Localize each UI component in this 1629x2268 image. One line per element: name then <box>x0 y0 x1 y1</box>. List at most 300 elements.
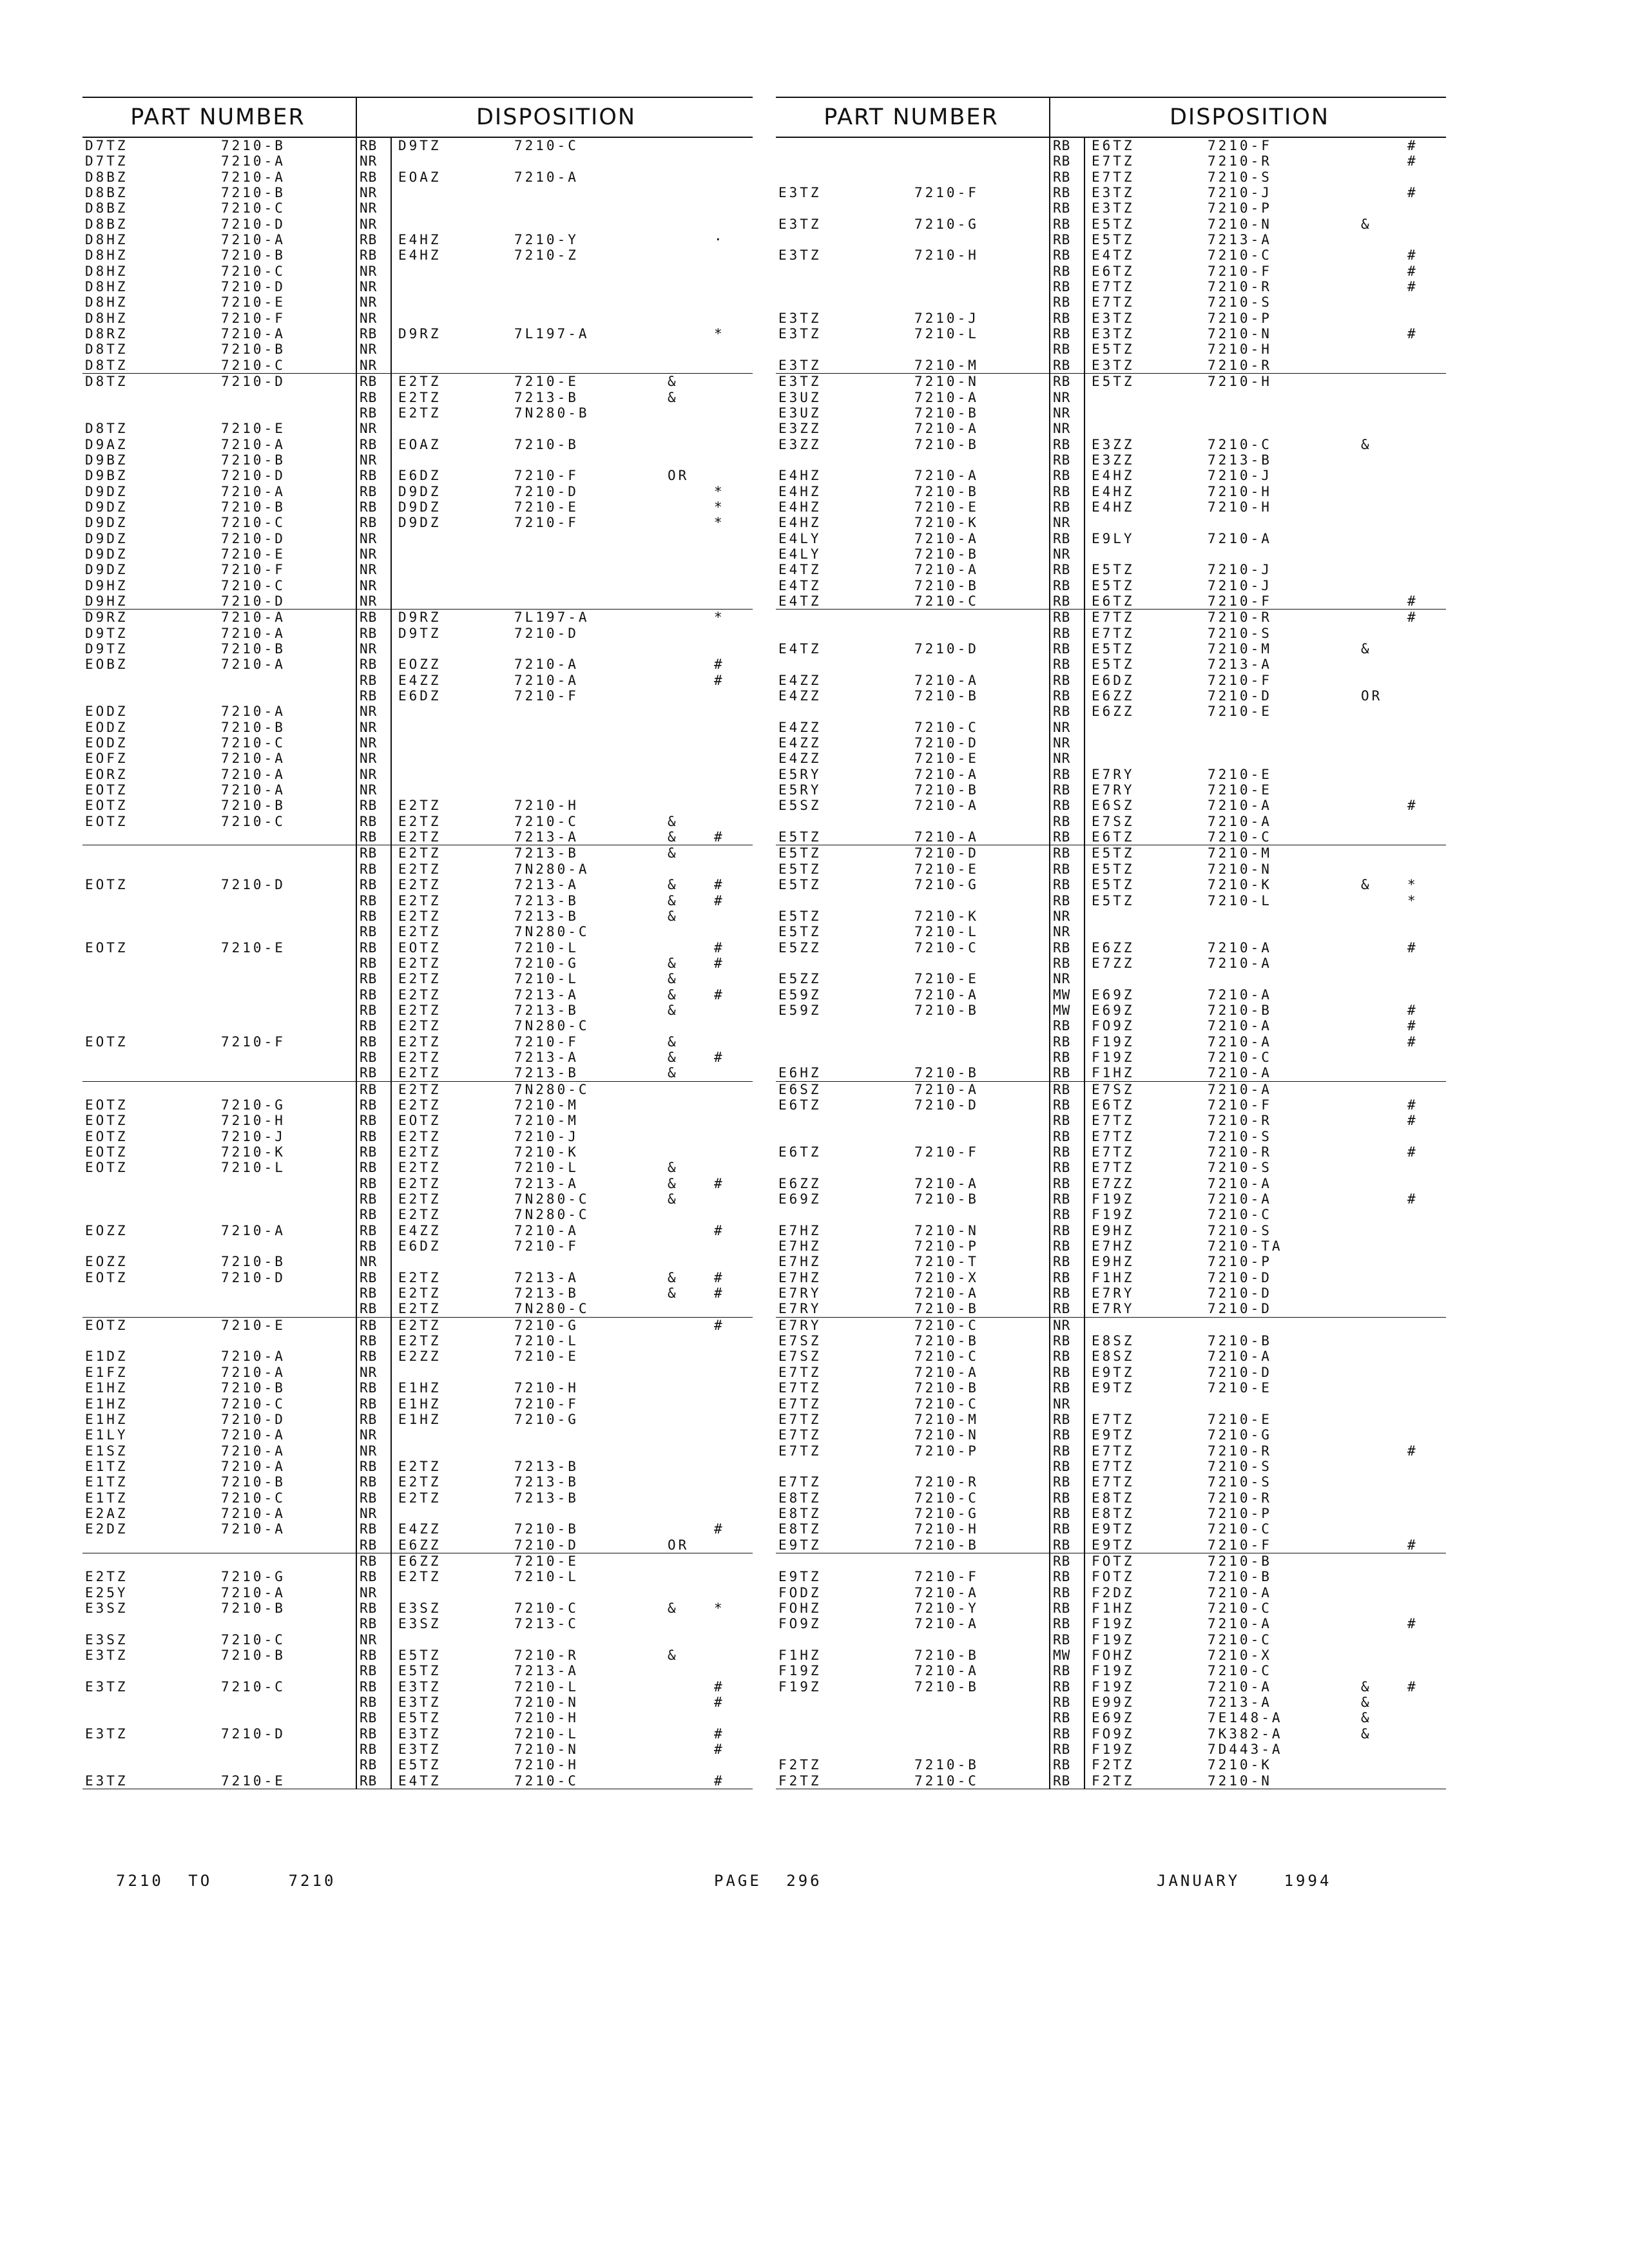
replacement-prefix: F1HZ <box>1092 1600 1135 1616</box>
flag-mark: # <box>1407 138 1418 153</box>
replacement-prefix: E7TZ <box>1092 153 1135 169</box>
part-suffix: 7210-K <box>221 1144 285 1160</box>
table-row <box>776 1773 1446 1789</box>
replacement-prefix: FOTZ <box>1092 1569 1135 1585</box>
replacement-prefix: E3TZ <box>398 1725 441 1742</box>
condition-note: & <box>668 1191 679 1207</box>
disposition-code: RB <box>1053 326 1071 342</box>
flag-mark: # <box>1407 1678 1418 1695</box>
disposition-code: RB <box>1053 1411 1071 1427</box>
table-row <box>776 1380 1446 1396</box>
part-prefix: E1LY <box>85 1427 128 1443</box>
disposition-code: RB <box>360 1269 378 1285</box>
disposition-code: RB <box>360 1144 378 1160</box>
table-row <box>82 1003 753 1018</box>
replacement-suffix: 7210-F <box>514 468 579 484</box>
replacement-suffix: 7213-A <box>1208 232 1272 248</box>
part-prefix: EOTZ <box>85 1317 128 1333</box>
table-row <box>776 578 1446 593</box>
disposition-code: RB <box>1053 813 1071 829</box>
replacement-suffix: 7210-B <box>514 436 579 452</box>
replacement-suffix: 7210-K <box>514 1144 579 1160</box>
footer-date <box>1157 1872 1331 1890</box>
table-row <box>776 1365 1446 1380</box>
replacement-suffix: 7210-A <box>1208 1033 1272 1050</box>
disposition-code: RB <box>1053 216 1071 232</box>
part-suffix: 7210-B <box>221 1600 285 1616</box>
table-row <box>776 1710 1446 1725</box>
replacement-suffix: 7210-F <box>1208 1537 1272 1553</box>
condition-note: & <box>668 1002 679 1018</box>
disposition-code: RB <box>1053 892 1071 908</box>
table-row <box>776 1474 1446 1490</box>
replacement-suffix: 7210-J <box>1208 468 1272 484</box>
disposition-code: RB <box>360 436 378 452</box>
table-row <box>82 1600 753 1616</box>
flag-mark: # <box>714 1521 725 1537</box>
part-suffix: 7210-A <box>914 421 979 437</box>
table-row <box>776 1427 1446 1443</box>
replacement-prefix: E2TZ <box>398 1285 441 1302</box>
part-prefix: E3TZ <box>778 247 822 264</box>
part-prefix: E2TZ <box>85 1569 128 1585</box>
table-row <box>776 1537 1446 1553</box>
replacement-suffix: 7210-C <box>1208 829 1272 845</box>
replacement-prefix: E2TZ <box>398 924 441 940</box>
replacement-suffix: 7210-M <box>1208 845 1272 861</box>
replacement-suffix: 7210-F <box>1208 263 1272 279</box>
disposition-code: RB <box>1053 1097 1071 1113</box>
replacement-prefix: E9LY <box>1092 530 1135 546</box>
replacement-prefix: E2TZ <box>398 1333 441 1349</box>
replacement-suffix: 7210-S <box>1208 1222 1272 1238</box>
condition-note: & <box>1361 216 1372 232</box>
part-suffix: 7210-C <box>914 1490 979 1506</box>
disposition-code: RB <box>360 955 378 971</box>
disposition-code: RB <box>360 845 378 861</box>
replacement-prefix: E5TZ <box>1092 577 1135 593</box>
table-row <box>82 1065 753 1081</box>
part-prefix: D7TZ <box>85 138 128 153</box>
table-row <box>82 1427 753 1443</box>
disposition-code: RB <box>360 1396 378 1412</box>
disposition-code: RB <box>1053 1191 1071 1207</box>
part-suffix: 7210-B <box>221 185 285 201</box>
replacement-suffix: 7210-G <box>1208 1427 1272 1443</box>
replacement-prefix: E7RY <box>1092 1285 1135 1302</box>
flag-mark: # <box>714 939 725 956</box>
flag-mark: # <box>714 877 725 893</box>
disposition-code: NR <box>360 452 378 468</box>
table-row <box>82 531 753 546</box>
table-row <box>82 264 753 279</box>
replacement-prefix: E2TZ <box>398 1160 441 1176</box>
disposition-code: NR <box>360 1584 378 1600</box>
disposition-code: RB <box>1053 1474 1071 1490</box>
part-suffix: 7210-L <box>914 326 979 342</box>
replacement-prefix: E2TZ <box>398 813 441 829</box>
table-row <box>776 499 1446 515</box>
disposition-code: RB <box>1053 1222 1071 1238</box>
condition-note: & <box>668 908 679 924</box>
replacement-suffix: 7210-G <box>514 955 579 971</box>
replacement-prefix: F19Z <box>1092 1663 1135 1679</box>
disposition-code: RB <box>1053 200 1071 216</box>
disposition-code: NR <box>360 421 378 437</box>
replacement-suffix: 7N280-C <box>514 1081 590 1097</box>
replacement-prefix: E5TZ <box>398 1710 441 1726</box>
table-row <box>82 1474 753 1490</box>
disposition-code: NR <box>360 1427 378 1443</box>
disposition-code: RB <box>360 1537 378 1553</box>
replacement-suffix: 7210-A <box>1208 1349 1272 1365</box>
part-prefix: F19Z <box>778 1678 822 1695</box>
table-row <box>776 877 1446 892</box>
table-row <box>82 688 753 704</box>
table-row <box>82 1365 753 1380</box>
replacement-suffix: 7210-E <box>1208 782 1272 798</box>
part-suffix: 7210-A <box>221 1521 285 1537</box>
part-suffix: 7210-A <box>914 829 979 845</box>
part-prefix: D9RZ <box>85 610 128 626</box>
disposition-code: RB <box>360 1569 378 1585</box>
condition-note: & <box>668 1648 679 1663</box>
replacement-prefix: E7RY <box>1092 782 1135 798</box>
part-suffix: 7210-C <box>914 1396 979 1412</box>
replacement-prefix: E7HZ <box>1092 1238 1135 1254</box>
disposition-code: RB <box>360 1175 378 1191</box>
replacement-suffix: 7K382-A <box>1208 1725 1283 1742</box>
disposition-code: RB <box>1053 845 1071 861</box>
part-suffix: 7210-B <box>221 1254 285 1270</box>
table-row <box>776 247 1446 263</box>
part-prefix: E4HZ <box>778 515 822 531</box>
disposition-code: NR <box>1053 908 1071 924</box>
part-prefix: E4TZ <box>778 593 822 609</box>
part-suffix: 7210-E <box>221 546 285 562</box>
disposition-code: RB <box>360 1285 378 1302</box>
table-row <box>776 452 1446 468</box>
replacement-suffix: 7N280-C <box>514 1018 590 1034</box>
table-row <box>82 861 753 877</box>
replacement-suffix: 7210-R <box>1208 1144 1272 1160</box>
replacement-prefix: E6TZ <box>1092 1097 1135 1113</box>
disposition-code: RB <box>1053 593 1071 609</box>
disposition-code: RB <box>360 1757 378 1773</box>
part-suffix: 7210-B <box>914 577 979 593</box>
part-prefix: E7HZ <box>778 1269 822 1285</box>
disposition-code: RB <box>1053 1113 1071 1129</box>
replacement-prefix: E2TZ <box>398 1458 441 1474</box>
disposition-code: RB <box>1053 1065 1071 1081</box>
part-prefix: D9DZ <box>85 562 128 578</box>
table-row <box>776 861 1446 877</box>
part-prefix: E7TZ <box>778 1380 822 1396</box>
table-row <box>776 1742 1446 1757</box>
replacement-prefix: E69Z <box>1092 986 1135 1003</box>
replacement-prefix: E9TZ <box>1092 1427 1135 1443</box>
table-row <box>82 1585 753 1600</box>
table-row <box>82 341 753 357</box>
replacement-suffix: 7210-A <box>1208 798 1272 814</box>
part-prefix: E3ZZ <box>778 421 822 437</box>
table-row <box>776 924 1446 939</box>
replacement-suffix: 7210-E <box>514 499 579 515</box>
table-row <box>776 1129 1446 1144</box>
replacement-prefix: D9TZ <box>398 625 441 641</box>
part-suffix: 7210-E <box>221 1317 285 1333</box>
replacement-suffix: 7210-P <box>1208 1254 1272 1270</box>
disposition-code: NR <box>1053 421 1071 437</box>
disposition-code: RB <box>360 971 378 987</box>
replacement-prefix: E7TZ <box>1092 279 1135 295</box>
part-suffix: 7210-B <box>914 1333 979 1349</box>
disposition-code: RB <box>360 1725 378 1742</box>
table-row <box>776 1301 1446 1317</box>
part-prefix: D8HZ <box>85 232 128 248</box>
replacement-prefix: E6ZZ <box>398 1553 441 1569</box>
part-prefix: D9HZ <box>85 577 128 593</box>
replacement-prefix: F1HZ <box>1092 1065 1135 1081</box>
condition-note: & <box>1361 1710 1372 1726</box>
replacement-suffix: 7210-E <box>1208 704 1272 720</box>
part-prefix: D8HZ <box>85 263 128 279</box>
replacement-prefix: E6TZ <box>1092 829 1135 845</box>
disposition-code: RB <box>360 1349 378 1365</box>
part-prefix: E3SZ <box>85 1600 128 1616</box>
part-suffix: 7210-B <box>914 1537 979 1553</box>
replacement-prefix: E2TZ <box>398 1569 441 1585</box>
replacement-prefix: E2TZ <box>398 955 441 971</box>
replacement-prefix: E7TZ <box>1092 1113 1135 1129</box>
part-suffix: 7210-B <box>221 1380 285 1396</box>
disposition-code: RB <box>1053 1128 1071 1144</box>
disposition-code: RB <box>1053 1742 1071 1758</box>
flag-mark: # <box>1407 1113 1418 1129</box>
table-row <box>776 1160 1446 1175</box>
flag-mark: * <box>714 483 725 499</box>
replacement-prefix: F19Z <box>1092 1742 1135 1758</box>
replacement-suffix: 7210-A <box>514 672 579 688</box>
table-row <box>776 1726 1446 1742</box>
table-row <box>82 1176 753 1191</box>
replacement-prefix: FOTZ <box>1092 1553 1135 1569</box>
replacement-suffix: 7L197-A <box>514 610 590 626</box>
disposition-code: RB <box>1053 672 1071 688</box>
replacement-suffix: 7210-C <box>1208 1207 1272 1223</box>
replacement-suffix: 7213-A <box>514 986 579 1003</box>
flag-mark: # <box>1407 1097 1418 1113</box>
flag-mark: # <box>714 657 725 673</box>
replacement-prefix: E2TZ <box>398 877 441 893</box>
flag-mark: # <box>714 1678 725 1695</box>
disposition-code: RB <box>1053 1553 1071 1569</box>
part-prefix: E6TZ <box>778 1144 822 1160</box>
part-suffix: 7210-A <box>914 1584 979 1600</box>
replacement-suffix: 7210-A <box>1208 813 1272 829</box>
replacement-suffix: 7210-R <box>1208 610 1272 626</box>
disposition-code: NR <box>1053 546 1071 562</box>
replacement-prefix: E4HZ <box>1092 483 1135 499</box>
table-row <box>82 405 753 421</box>
condition-note: & <box>668 1049 679 1065</box>
disposition-code: RB <box>1053 357 1071 373</box>
part-suffix: 7210-G <box>914 1505 979 1521</box>
table-row <box>776 1679 1446 1695</box>
part-prefix: E3TZ <box>85 1678 128 1695</box>
part-prefix: E5SZ <box>778 798 822 814</box>
disposition-code: RB <box>360 625 378 641</box>
flag-mark: * <box>1407 877 1418 893</box>
replacement-suffix: 7213-B <box>514 1458 579 1474</box>
replacement-suffix: 7213-A <box>514 877 579 893</box>
replacement-suffix: 7210-A <box>1208 1191 1272 1207</box>
table-row <box>82 814 753 829</box>
disposition-code: RB <box>360 892 378 908</box>
disposition-code: RB <box>1053 153 1071 169</box>
replacement-prefix: E8TZ <box>1092 1490 1135 1506</box>
replacement-suffix: 7N280-A <box>514 861 590 877</box>
table-row <box>82 1537 753 1553</box>
part-prefix: E4LY <box>778 546 822 562</box>
replacement-prefix: EOTZ <box>398 939 441 956</box>
replacement-suffix: 7210-R <box>1208 357 1272 373</box>
replacement-suffix: 7213-B <box>514 389 579 405</box>
part-prefix: D8TZ <box>85 357 128 373</box>
part-suffix: 7210-X <box>914 1269 979 1285</box>
part-suffix: 7210-B <box>914 1648 979 1663</box>
disposition-code: NR <box>1053 924 1071 940</box>
disposition-code: RB <box>360 1411 378 1427</box>
flag-mark: # <box>1407 1018 1418 1034</box>
disposition-heading: DISPOSITION <box>476 104 637 130</box>
replacement-suffix: 7213-B <box>514 892 579 908</box>
part-prefix: E4ZZ <box>778 751 822 767</box>
table-row <box>82 515 753 530</box>
replacement-suffix: 7210-A <box>514 169 579 185</box>
table-row <box>82 720 753 735</box>
part-suffix: 7210-B <box>914 782 979 798</box>
table-row <box>776 1018 1446 1033</box>
replacement-suffix: 7210-B <box>1208 1553 1272 1569</box>
replacement-prefix: E2TZ <box>398 1049 441 1065</box>
part-suffix: 7210-J <box>914 310 979 326</box>
part-prefix: E5ZZ <box>778 939 822 956</box>
table-row <box>776 390 1446 405</box>
table-row <box>776 374 1446 389</box>
replacement-suffix: 7210-C <box>1208 1600 1272 1616</box>
part-suffix: 7210-N <box>914 1427 979 1443</box>
replacement-suffix: 7210-F <box>514 515 579 531</box>
part-prefix: E3TZ <box>85 1725 128 1742</box>
table-row <box>776 1632 1446 1648</box>
part-suffix: 7210-F <box>221 310 285 326</box>
disposition-code: NR <box>360 185 378 201</box>
flag-mark: # <box>714 1222 725 1238</box>
replacement-suffix: 7210-H <box>1208 374 1272 390</box>
disposition-code: RB <box>1053 782 1071 798</box>
table-row <box>82 546 753 562</box>
replacement-prefix: E7TZ <box>1092 1144 1135 1160</box>
table-row <box>82 829 753 845</box>
disposition-code: RB <box>1053 1285 1071 1302</box>
part-suffix: 7210-A <box>914 986 979 1003</box>
disposition-code: NR <box>360 216 378 232</box>
part-suffix: 7210-K <box>914 908 979 924</box>
table-row <box>82 1160 753 1175</box>
replacement-prefix: E69Z <box>1092 1002 1135 1018</box>
part-suffix: 7210-A <box>914 1081 979 1097</box>
table-row <box>82 908 753 924</box>
disposition-code: RB <box>360 1113 378 1129</box>
part-suffix: 7210-P <box>914 1443 979 1459</box>
replacement-prefix: F19Z <box>1092 1616 1135 1632</box>
replacement-suffix: 7210-R <box>1208 1443 1272 1459</box>
disposition-code: RB <box>360 389 378 405</box>
disposition-code: NR <box>360 1631 378 1648</box>
part-prefix: E8TZ <box>778 1490 822 1506</box>
part-suffix: 7210-E <box>221 1773 285 1789</box>
table-row <box>82 1757 753 1773</box>
disposition-code: RB <box>1053 1018 1071 1034</box>
replacement-suffix: 7D443-A <box>1208 1742 1283 1758</box>
replacement-suffix: 7210-M <box>1208 641 1272 657</box>
part-suffix: 7210-D <box>914 1097 979 1113</box>
table-row <box>776 326 1446 341</box>
part-suffix: 7210-A <box>221 1364 285 1380</box>
table-row <box>776 1318 1446 1333</box>
replacement-suffix: 7213-A <box>514 1175 579 1191</box>
table-row <box>82 138 753 153</box>
replacement-suffix: 7210-A <box>514 1222 579 1238</box>
table-row <box>776 1412 1446 1427</box>
disposition-code: MW <box>1053 1002 1071 1018</box>
replacement-prefix: E7RY <box>1092 1301 1135 1317</box>
part-suffix: 7210-B <box>914 1301 979 1317</box>
disposition-code: RB <box>1053 1380 1071 1396</box>
table-row <box>776 468 1446 483</box>
disposition-code: RB <box>360 1616 378 1632</box>
disposition-code: RB <box>1053 263 1071 279</box>
replacement-suffix: 7210-L <box>1208 892 1272 908</box>
part-number-heading: PART NUMBER <box>130 104 305 130</box>
replacement-suffix: 7210-S <box>1208 169 1272 185</box>
footer-month: JANUARY <box>1157 1872 1240 1890</box>
replacement-prefix: E3TZ <box>398 1695 441 1711</box>
part-prefix: EOTZ <box>85 798 128 814</box>
replacement-suffix: 7210-B <box>1208 1333 1272 1349</box>
replacement-suffix: 7210-E <box>1208 1411 1272 1427</box>
table-row <box>776 641 1446 657</box>
disposition-code: RB <box>360 1160 378 1176</box>
part-prefix: E1HZ <box>85 1411 128 1427</box>
part-suffix: 7210-A <box>914 562 979 578</box>
replacement-prefix: E6DZ <box>398 468 441 484</box>
disposition-code: RB <box>1053 1364 1071 1380</box>
disposition-code: RB <box>360 1002 378 1018</box>
table-row <box>776 1238 1446 1254</box>
part-suffix: 7210-A <box>914 1616 979 1632</box>
replacement-prefix: E7TZ <box>1092 1458 1135 1474</box>
table-row <box>776 940 1446 956</box>
condition-note: & <box>668 986 679 1003</box>
table-row <box>82 484 753 499</box>
replacement-prefix: F19Z <box>1092 1631 1135 1648</box>
table-row <box>776 138 1446 153</box>
replacement-prefix: E7SZ <box>1092 813 1135 829</box>
part-suffix: 7210-C <box>221 1396 285 1412</box>
replacement-suffix: 7210-L <box>514 1678 579 1695</box>
